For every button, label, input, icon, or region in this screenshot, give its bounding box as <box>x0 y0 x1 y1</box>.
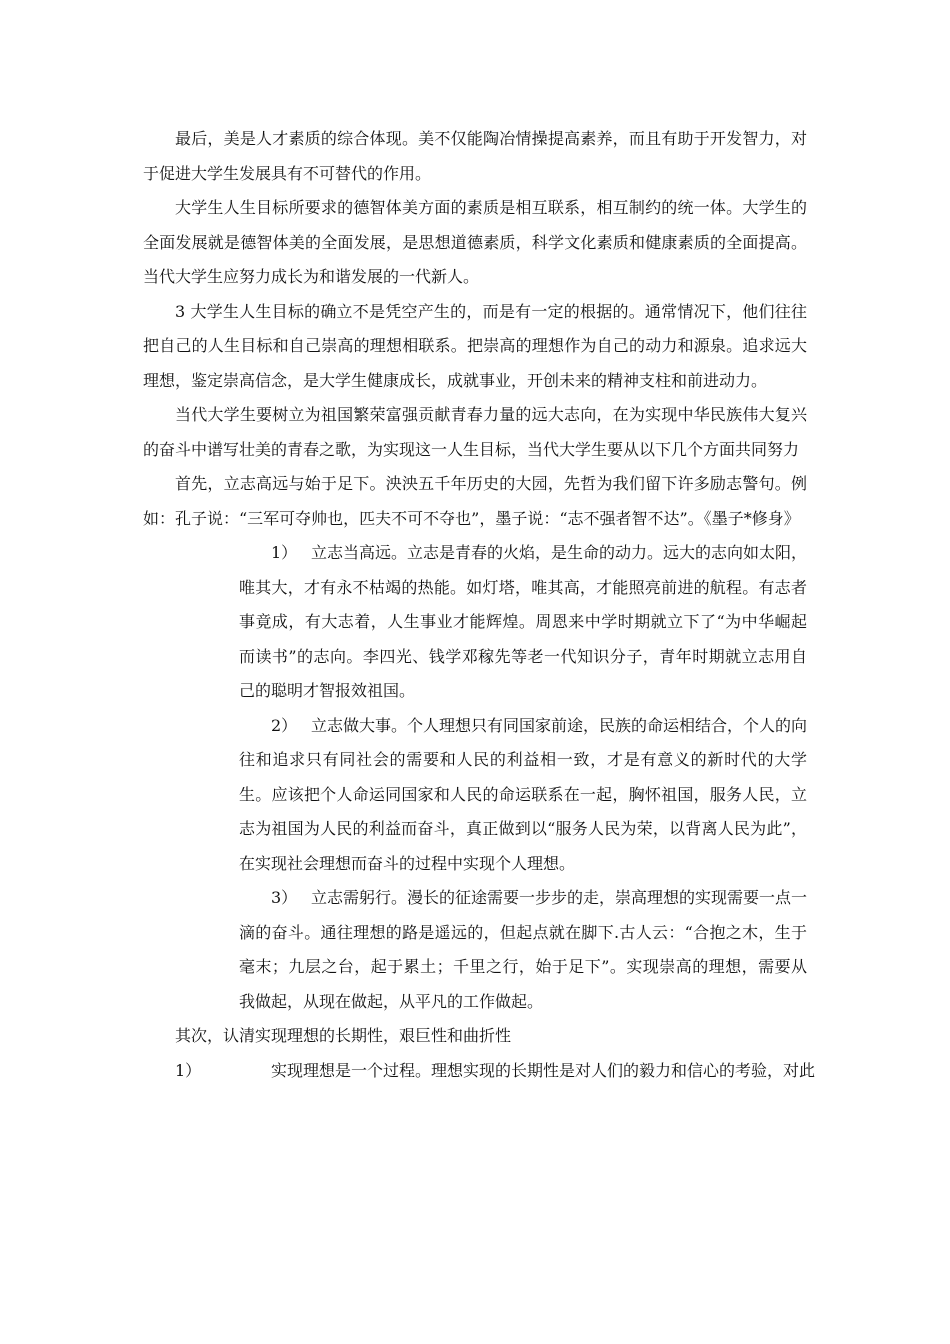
list-item <box>239 536 807 709</box>
section-heading-second: 其次，认清实现理想的长期性，艰巨性和曲折性 <box>175 1026 512 1045</box>
list-item <box>239 881 807 1019</box>
paragraph-first-point: 首先，立志高远与始于足下。泱泱五千年历史的大园，先哲为我们留下许多励志警句。例如：孔子说：“三军可夺帅也，匹夫不可不夺也”，墨子说：“志不强者智不达”。《墨子*修身》 <box>143 474 807 528</box>
paragraph-beauty: 最后，美是人才素质的综合体现。美不仅能陶冶情操提高素养，而且有助于开发智力，对于促进大学生发展具有不可替代的作用。 <box>143 129 807 183</box>
list-item <box>143 1054 816 1089</box>
document-body <box>143 122 816 1088</box>
list-item-text: 实现理想是一个过程。理想实现的长期性是对人们的毅力和信心的考验，对此 <box>271 1060 816 1080</box>
paragraph-ambition: 当代大学生要树立为祖国繁荣富强贡献青春力量的远大志向，在为实现中华民族伟大复兴的奋斗中谱写壮美的青春之歌，为实现这一人生目标，当代大学生要从以下几个方面共同努力 <box>143 405 807 459</box>
list-item-number: 3） <box>271 888 298 907</box>
list-item-text: 立志当高远。立志是青春的火焰，是生命的动力。远大的志向如太阳，唯其大，才有永不枯竭的热能。如灯塔，唯其高，才能照亮前进的航程。有志者事竟成，有大志着，人生事业才能辉煌。周恩来中学时期就立下了“为中华崛起而读书”的志向。李四光、钱学邓稼先等老一代知识分子，青年时期就立志用自己的聪明才智报效祖国。 <box>239 543 808 700</box>
list-item-number: 1） <box>175 1060 202 1080</box>
list-item <box>239 709 807 882</box>
list-item-number: 2） <box>271 715 298 735</box>
paragraph-life-goal-basis: 3 大学生人生目标的确立不是凭空产生的，而是有一定的根据的。通常情况下，他们往往把自己的人生目标和自己崇高的理想相联系。把崇高的理想作为自己的动力和源泉。追求远大理想，鉴定崇高信念，是大学生健康成长，成就事业，开创未来的精神支柱和前进动力。 <box>143 301 807 390</box>
list-item-number: 1） <box>271 543 298 562</box>
paragraph-all-round-development: 大学生人生目标所要求的德智体美方面的素质是相互联系，相互制约的统一体。大学生的全面发展就是德智体美的全面发展，是思想道德素质，科学文化素质和健康素质的全面提高。当代大学生应努力成长为和谐发展的一代新人。 <box>143 198 807 286</box>
list-item-text: 立志需躬行。漫长的征途需要一步步的走，崇高理想的实现需要一点一滴的奋斗。通往理想的路是遥远的，但起点就在脚下.古人云：“合抱之木，生于毫末；九层之台，起于累土；千里之行，始于足下”。实现崇高的理想，需要从我做起，从现在做起，从平凡的工作做起。 <box>239 888 808 1011</box>
list-item-text: 立志做大事。个人理想只有同国家前途，民族的命运相结合，个人的向往和追求只有同社会的需要和人民的利益相一致，才是有意义的新时代的大学生。应该把个人命运同国家和人民的命运联系在一起，胸怀祖国，服务人民，立志为祖国为人民的利益而奋斗，真正做到以“服务人民为荣，以背离人民为此”，在实现社会理想而奋斗的过程中实现个人理想。 <box>239 715 808 873</box>
